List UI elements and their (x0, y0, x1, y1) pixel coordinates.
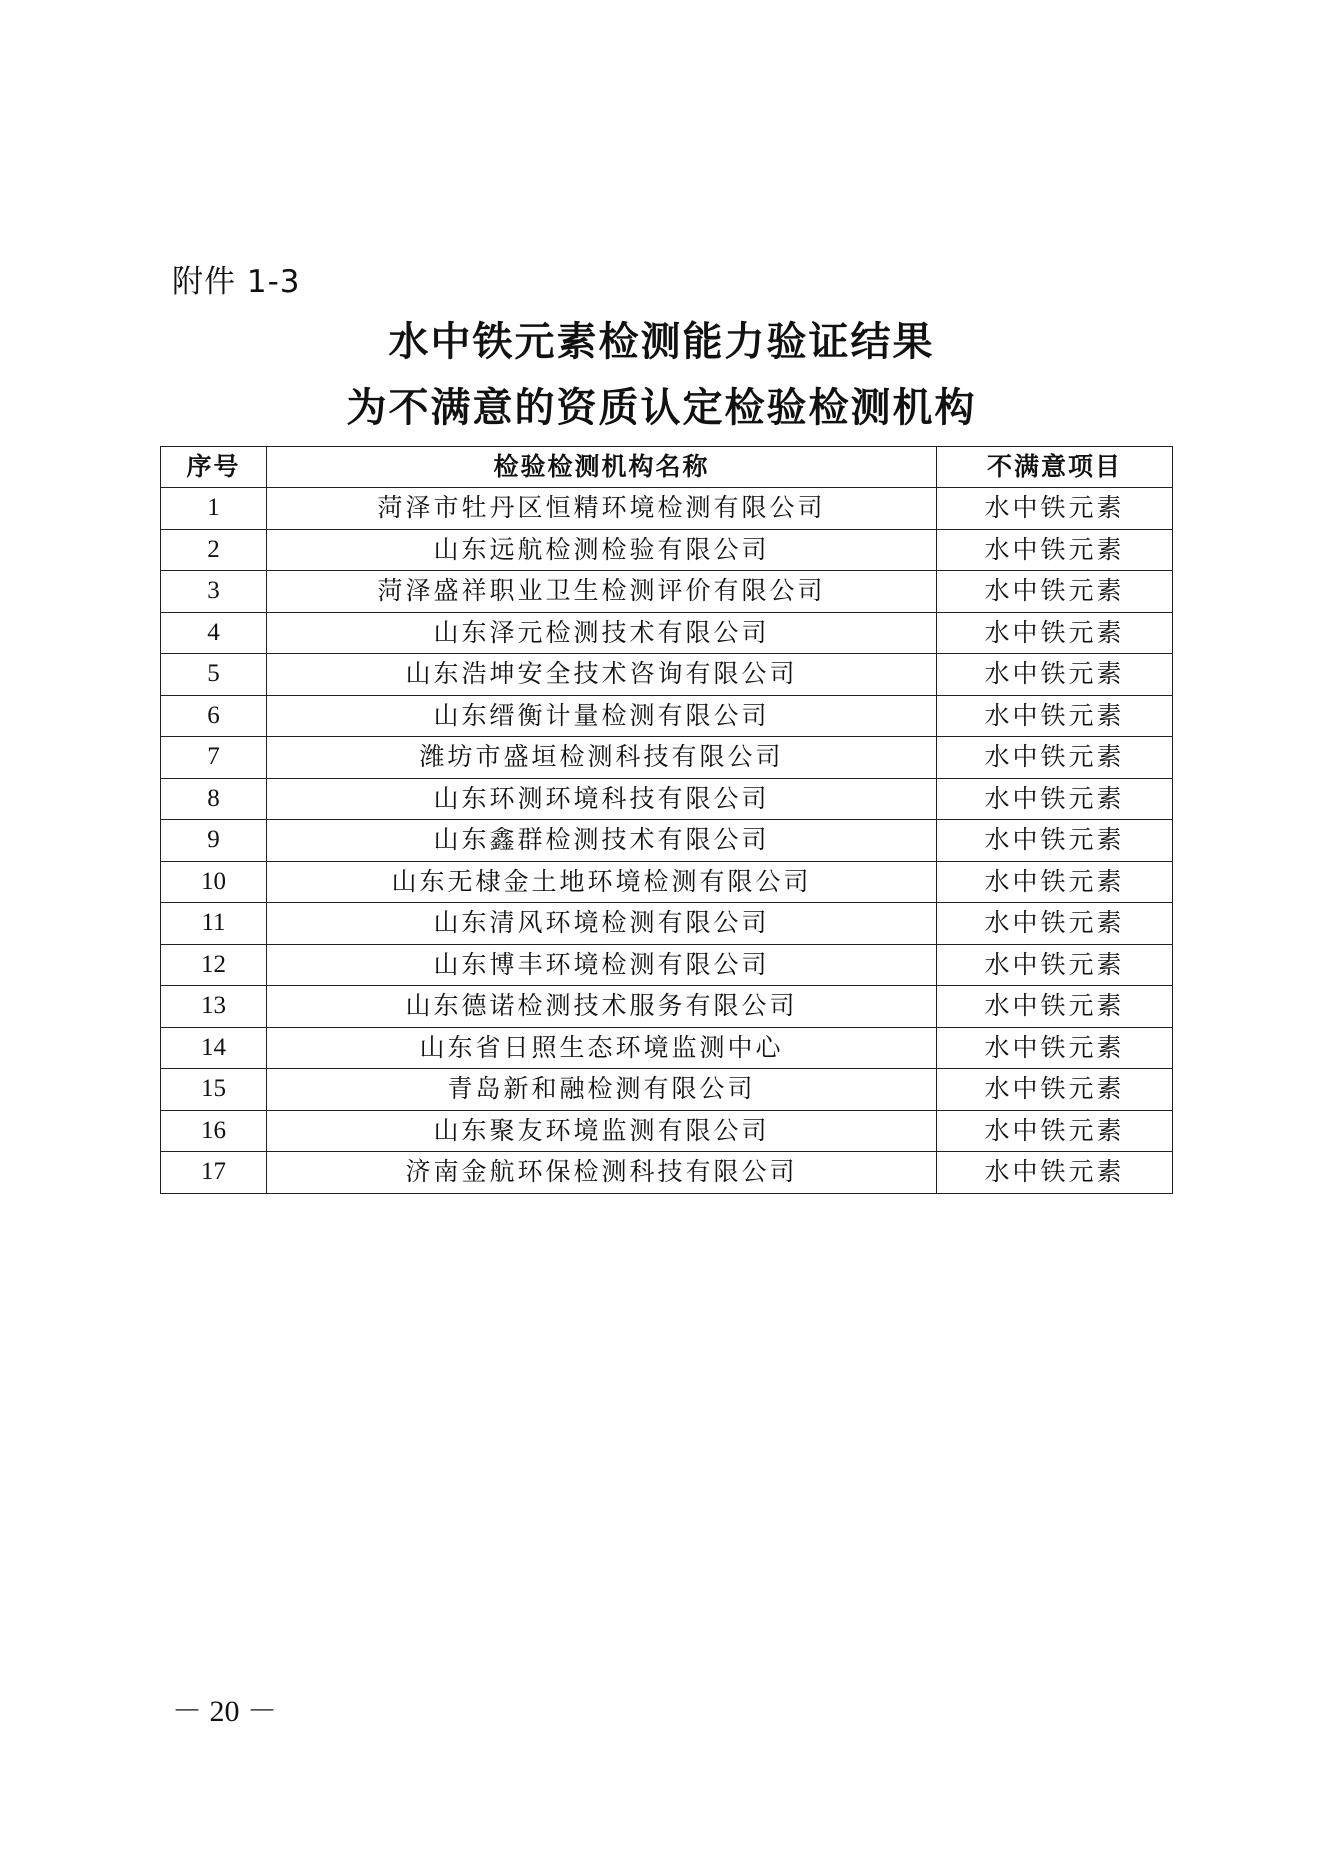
institution-name-cell: 济南金航环保检测科技有限公司 (267, 1152, 937, 1194)
unsatisfactory-item-cell: 水中铁元素 (937, 986, 1173, 1028)
table-row (161, 1027, 1173, 1069)
table-header-row (161, 447, 1173, 488)
table-row (161, 778, 1173, 820)
institution-name-cell: 潍坊市盛垣检测科技有限公司 (267, 737, 937, 779)
serial-number-cell: 2 (161, 529, 267, 571)
table-row (161, 612, 1173, 654)
table-row (161, 820, 1173, 862)
institution-name-cell: 山东无棣金土地环境检测有限公司 (267, 861, 937, 903)
serial-number-cell: 15 (161, 1069, 267, 1111)
unsatisfactory-item-cell: 水中铁元素 (937, 944, 1173, 986)
serial-number-cell: 1 (161, 488, 267, 530)
serial-number-cell: 17 (161, 1152, 267, 1194)
table-row (161, 737, 1173, 779)
header-serial-number: 序号 (161, 447, 267, 488)
serial-number-cell: 9 (161, 820, 267, 862)
table-row (161, 986, 1173, 1028)
table-row (161, 571, 1173, 613)
table-row (161, 1152, 1173, 1194)
serial-number-cell: 3 (161, 571, 267, 613)
serial-number-cell: 7 (161, 737, 267, 779)
serial-number-cell: 6 (161, 695, 267, 737)
unsatisfactory-item-cell: 水中铁元素 (937, 820, 1173, 862)
institution-name-cell: 山东德诺检测技术服务有限公司 (267, 986, 937, 1028)
serial-number-cell: 12 (161, 944, 267, 986)
results-table (160, 446, 1173, 1194)
institution-name-cell: 山东远航检测检验有限公司 (267, 529, 937, 571)
institution-name-cell: 山东博丰环境检测有限公司 (267, 944, 937, 986)
institution-name-cell: 山东鑫群检测技术有限公司 (267, 820, 937, 862)
serial-number-cell: 5 (161, 654, 267, 696)
institution-name-cell: 山东环测环境科技有限公司 (267, 778, 937, 820)
unsatisfactory-item-cell: 水中铁元素 (937, 1152, 1173, 1194)
page-number: － 20 － (172, 1695, 277, 1728)
institution-name-cell: 菏泽盛祥职业卫生检测评价有限公司 (267, 571, 937, 613)
institution-name-cell: 山东缙衡计量检测有限公司 (267, 695, 937, 737)
institution-name-cell: 山东清风环境检测有限公司 (267, 903, 937, 945)
table-row (161, 861, 1173, 903)
unsatisfactory-item-cell: 水中铁元素 (937, 1110, 1173, 1152)
table-row (161, 695, 1173, 737)
unsatisfactory-item-cell: 水中铁元素 (937, 488, 1173, 530)
unsatisfactory-item-cell: 水中铁元素 (937, 654, 1173, 696)
unsatisfactory-item-cell: 水中铁元素 (937, 571, 1173, 613)
institution-name-cell: 山东省日照生态环境监测中心 (267, 1027, 937, 1069)
unsatisfactory-item-cell: 水中铁元素 (937, 1069, 1173, 1111)
table-row (161, 529, 1173, 571)
serial-number-cell: 11 (161, 903, 267, 945)
table-row (161, 488, 1173, 530)
document-title-line-1: 水中铁元素检测能力验证结果 (388, 319, 935, 365)
unsatisfactory-item-cell: 水中铁元素 (937, 612, 1173, 654)
unsatisfactory-item-cell: 水中铁元素 (937, 903, 1173, 945)
table-row (161, 654, 1173, 696)
institution-name-cell: 山东浩坤安全技术咨询有限公司 (267, 654, 937, 696)
institution-name-cell: 山东泽元检测技术有限公司 (267, 612, 937, 654)
table-row (161, 1110, 1173, 1152)
institution-name-cell: 青岛新和融检测有限公司 (267, 1069, 937, 1111)
unsatisfactory-item-cell: 水中铁元素 (937, 861, 1173, 903)
header-institution-name: 检验检测机构名称 (267, 447, 937, 488)
serial-number-cell: 4 (161, 612, 267, 654)
table-row (161, 1069, 1173, 1111)
table-body (161, 488, 1173, 1194)
serial-number-cell: 13 (161, 986, 267, 1028)
table-row (161, 944, 1173, 986)
serial-number-cell: 10 (161, 861, 267, 903)
unsatisfactory-item-cell: 水中铁元素 (937, 695, 1173, 737)
header-unsatisfactory-item: 不满意项目 (937, 447, 1173, 488)
serial-number-cell: 14 (161, 1027, 267, 1069)
serial-number-cell: 8 (161, 778, 267, 820)
unsatisfactory-item-cell: 水中铁元素 (937, 737, 1173, 779)
unsatisfactory-item-cell: 水中铁元素 (937, 778, 1173, 820)
institution-name-cell: 菏泽市牡丹区恒精环境检测有限公司 (267, 488, 937, 530)
institution-name-cell: 山东聚友环境监测有限公司 (267, 1110, 937, 1152)
attachment-label: 附件 1-3 (172, 264, 301, 300)
document-title-line-2: 为不满意的资质认定检验检测机构 (346, 385, 977, 431)
table-row (161, 903, 1173, 945)
unsatisfactory-item-cell: 水中铁元素 (937, 1027, 1173, 1069)
unsatisfactory-item-cell: 水中铁元素 (937, 529, 1173, 571)
serial-number-cell: 16 (161, 1110, 267, 1152)
